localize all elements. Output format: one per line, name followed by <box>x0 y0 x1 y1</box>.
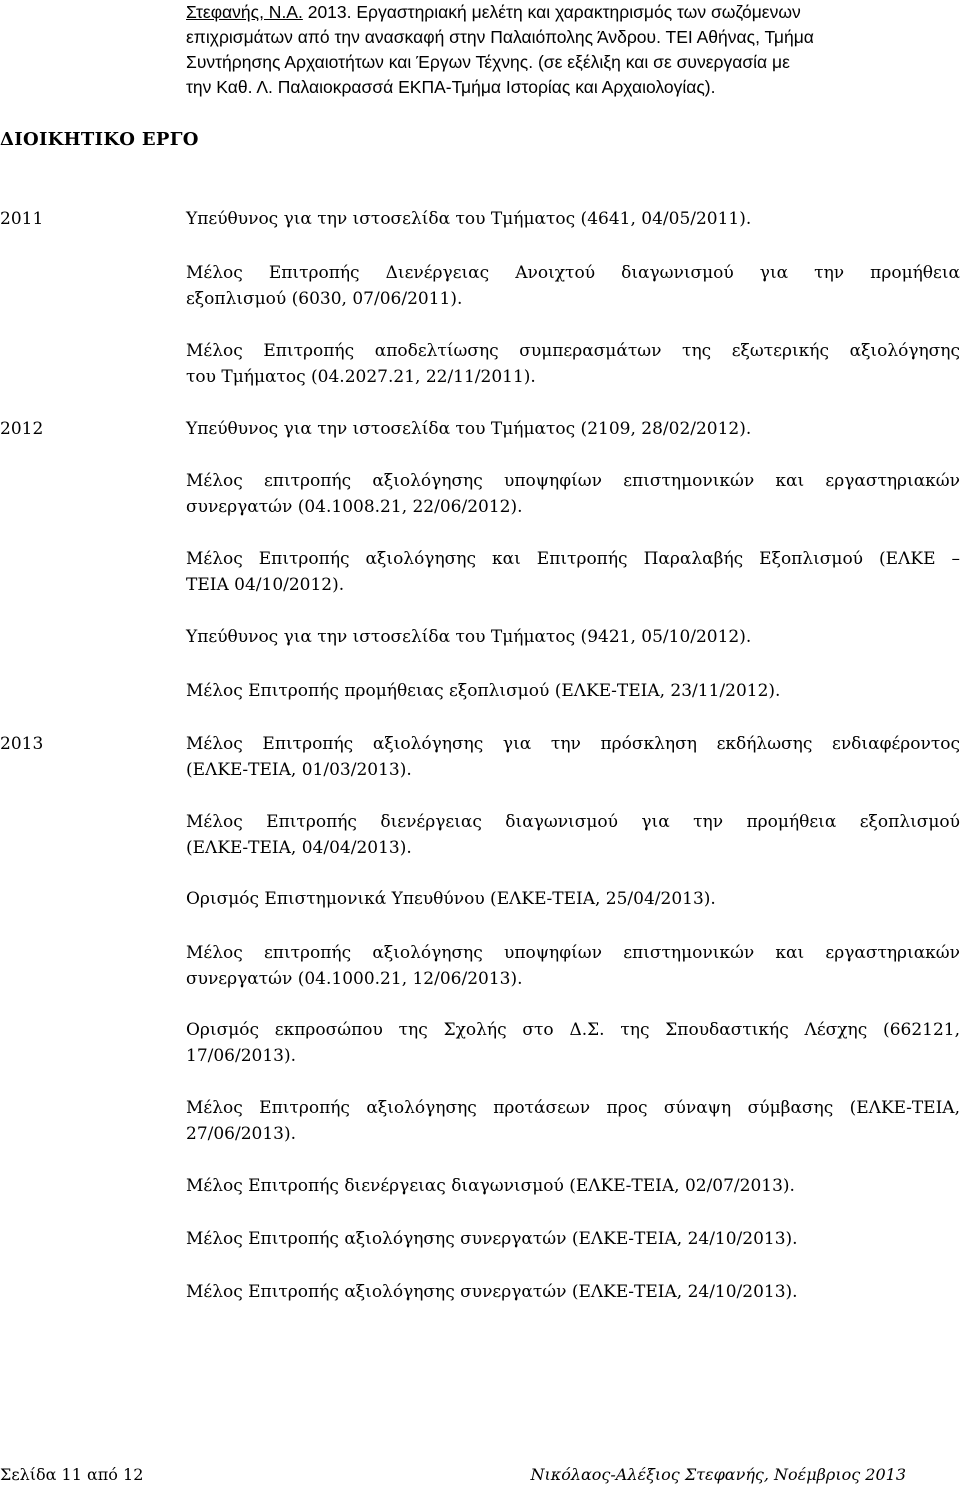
item-text: 27/06/2013). <box>186 1124 297 1144</box>
item-text: Υπεύθυνος για την ιστοσελίδα του Τμήματος (2109, 28/02/2012). <box>186 419 752 439</box>
list-item <box>186 1279 960 1305</box>
item-text: (ΕΛΚΕ-ΤΕΙΑ, 01/03/2013). <box>186 760 412 780</box>
list-item <box>186 1173 960 1199</box>
list-item <box>186 468 960 520</box>
list-item <box>186 624 960 650</box>
item-text: Ορισμός Επιστημονικά Υπευθύνου (ΕΛΚΕ-ΤΕΙΑ, 25/04/2013). <box>186 889 716 909</box>
item-text: Μέλος Επιτροπής αποδελτίωσης συμπερασμάτων της εξωτερικής αξιολόγησης <box>186 341 960 361</box>
publication-author: Στεφανής, Ν.Α. <box>186 2 303 22</box>
item-text: Μέλος Επιτροπής αξιολόγησης συνεργατών (ΕΛΚΕ-ΤΕΙΑ, 24/10/2013). <box>186 1282 798 1302</box>
item-text: του Τμήματος (04.2027.21, 22/11/2011). <box>186 367 536 387</box>
list-item <box>186 731 960 783</box>
list-item <box>186 546 960 598</box>
item-text: Μέλος Επιτροπής Διενέργειας Ανοιχτού διαγωνισμού για την προμήθεια <box>186 263 960 283</box>
item-text: 17/06/2013). <box>186 1046 297 1066</box>
item-text: Μέλος επιτροπής αξιολόγησης υποψηφίων επιστημονικών και εργαστηριακών <box>186 943 960 963</box>
year-label-2012: 2012 <box>0 419 44 439</box>
item-text: Μέλος Επιτροπής αξιολόγησης προτάσεων προς σύναψη σύμβασης (ΕΛΚΕ-ΤΕΙΑ, <box>186 1098 960 1118</box>
publication-entry <box>186 0 960 100</box>
item-text: Μέλος επιτροπής αξιολόγησης υποψηφίων επιστημονικών και εργαστηριακών <box>186 471 960 491</box>
list-item <box>186 338 960 390</box>
publication-line-1-rest: 2013. Εργαστηριακή μελέτη και χαρακτηρισμός των σωζόμενων <box>302 2 801 22</box>
publication-line-4: την Καθ. Λ. Παλαιοκρασσά ΕΚΠΑ-Τμήμα Ιστορίας και Αρχαιολογίας). <box>186 77 716 97</box>
item-text: Ορισμός εκπροσώπου της Σχολής στο Δ.Σ. της Σπουδαστικής Λέσχης (662121, <box>186 1020 960 1040</box>
item-text: Μέλος Επιτροπής αξιολόγησης συνεργατών (ΕΛΚΕ-ΤΕΙΑ, 24/10/2013). <box>186 1229 798 1249</box>
list-item <box>186 940 960 992</box>
item-text: Υπεύθυνος για την ιστοσελίδα του Τμήματος (9421, 05/10/2012). <box>186 627 752 647</box>
footer-author-date: Νικόλαος-Αλέξιος Στεφανής, Νοέμβριος 2013 <box>530 1465 906 1484</box>
list-item <box>186 416 960 442</box>
item-text: Μέλος Επιτροπής προμήθειας εξοπλισμού (ΕΛΚΕ-ΤΕΙΑ, 23/11/2012). <box>186 681 781 701</box>
list-item <box>186 1017 960 1069</box>
list-item <box>186 809 960 861</box>
publication-line-1 <box>186 0 960 25</box>
list-item <box>186 886 960 912</box>
item-text: Μέλος Επιτροπής διενέργειας διαγωνισμού (ΕΛΚΕ-ΤΕΙΑ, 02/07/2013). <box>186 1176 795 1196</box>
publication-line-2: επιχρισμάτων από την ανασκαφή στην Παλαιόπολης Άνδρου. ΤΕΙ Αθήνας, Τμήμα <box>186 27 814 47</box>
item-text: συνεργατών (04.1008.21, 22/06/2012). <box>186 497 523 517</box>
year-label-2013: 2013 <box>0 734 44 754</box>
year-label-2011: 2011 <box>0 209 44 229</box>
item-text: συνεργατών (04.1000.21, 12/06/2013). <box>186 969 523 989</box>
item-text: Μέλος Επιτροπής διενέργειας διαγωνισμού για την προμήθεια εξοπλισμού <box>186 812 960 832</box>
list-item <box>186 1226 960 1252</box>
list-item <box>186 678 960 704</box>
list-item <box>186 1095 960 1147</box>
section-heading: ΔΙΟΙΚΗΤΙΚΟ ΕΡΓΟ <box>0 129 199 150</box>
item-text: Μέλος Επιτροπής αξιολόγησης για την πρόσκληση εκδήλωσης ενδιαφέροντος <box>186 734 960 754</box>
publication-line-3: Συντήρησης Αρχαιοτήτων και Έργων Τέχνης. (σε εξέλιξη και σε συνεργασία με <box>186 52 790 72</box>
list-item <box>186 206 960 232</box>
item-text: ΤΕΙΑ 04/10/2012). <box>186 575 345 595</box>
item-text: Μέλος Επιτροπής αξιολόγησης και Επιτροπής Παραλαβής Εξοπλισμού (ΕΛΚΕ – <box>186 549 960 569</box>
page-number: Σελίδα 11 από 12 <box>0 1465 144 1484</box>
list-item <box>186 260 960 312</box>
item-text: εξοπλισμού (6030, 07/06/2011). <box>186 289 463 309</box>
item-text: (ΕΛΚΕ-ΤΕΙΑ, 04/04/2013). <box>186 838 412 858</box>
item-text: Υπεύθυνος για την ιστοσελίδα του Τμήματος (4641, 04/05/2011). <box>186 209 752 229</box>
